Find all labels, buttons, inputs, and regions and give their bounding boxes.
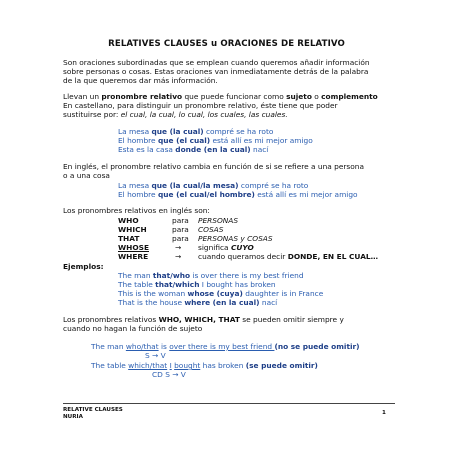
example-text: está allí es mi mejor amigo [210, 136, 313, 145]
p4-text: se pueden omitir siempre y [239, 315, 344, 324]
example-text: compré se ha roto [203, 127, 274, 136]
en-example2-2 [118, 280, 276, 289]
p4-text: Los pronombres relativos [63, 315, 159, 324]
p2-text: sustituirse por: [63, 110, 121, 119]
omit-example-1-sub: S → V [145, 351, 166, 360]
pronoun-meaning [198, 252, 378, 261]
omit-note: (no se puede omitir) [274, 342, 360, 351]
example-text: has broken [200, 361, 246, 370]
example-text: nací [259, 298, 278, 307]
pronouns-intro: Los pronombres relativos en inglés son: [63, 206, 210, 215]
en-example2-1 [118, 271, 304, 280]
example-text: The table [118, 280, 156, 289]
p2-line-2: En castellano, para distinguir un pronombre relativo, éste tiene que poder [63, 101, 338, 110]
p2-line-3 [63, 110, 288, 119]
meaning-text: significa [198, 243, 231, 252]
en-example2-3 [118, 289, 323, 298]
example-relative: that/who [152, 271, 191, 280]
p4-line-1 [63, 315, 344, 324]
pronoun-meaning: PERSONAS y COSAS [198, 234, 273, 243]
example-text: The table [91, 361, 129, 370]
ejemplos-label: Ejemplos: [63, 262, 104, 271]
meaning-emph: CUYO [230, 243, 254, 252]
example-verb: bought [174, 361, 201, 370]
es-example-2 [118, 136, 313, 145]
example-relative: que (la cual/la mesa) [151, 181, 239, 190]
en-example2-4 [118, 298, 277, 307]
omit-example-2-sub: CD S → V [152, 370, 186, 379]
p2-text: o [311, 92, 322, 101]
intro-line-3: de la que queremos dar más información. [63, 76, 218, 85]
pronoun-meaning [198, 243, 254, 252]
pronoun-meaning: PERSONAS [198, 216, 239, 225]
example-text: is [158, 342, 170, 351]
example-relative: que (el cual/el hombre) [157, 190, 255, 199]
example-relative: whose (cuya) [187, 289, 243, 298]
page-number: 1 [382, 410, 386, 416]
en-example-2 [118, 190, 358, 199]
example-text: daughter is in France [242, 289, 324, 298]
example-text: nací [250, 145, 269, 154]
example-text: over there is my best friend [169, 342, 275, 351]
footer-title: RELATIVE CLAUSES [63, 407, 123, 413]
pronoun-meaning: COSAS [198, 225, 224, 234]
pronoun-rel: para [172, 216, 189, 225]
p2-italic-list: el cual, la cual, lo cual, los cuales, las cuales. [120, 110, 288, 119]
example-relative: where (en la cual) [184, 298, 260, 307]
p2-bold-sujeto: sujeto [286, 92, 312, 101]
example-text: This is the woman [118, 289, 188, 298]
pronoun-rel: para [172, 234, 189, 243]
example-relative: donde (en la cual) [175, 145, 251, 154]
omit-note: (se puede omitir) [245, 361, 318, 370]
p3-line-1: En inglés, el pronombre relativo cambia en función de si se refiere a una persona [63, 162, 364, 171]
pronoun-word: THAT [118, 234, 140, 243]
example-relative: who/that [125, 342, 159, 351]
pronoun-word: WHERE [118, 252, 149, 261]
pronoun-word: WHO [118, 216, 139, 225]
example-text: compré se ha roto [238, 181, 309, 190]
p2-bold-pronombre: pronombre relativo [101, 92, 183, 101]
p2-bold-complemento: complemento [321, 92, 378, 101]
example-text: El hombre [118, 190, 158, 199]
example-text: La mesa [118, 127, 152, 136]
intro-line-2: sobre personas o cosas. Estas oraciones van inmediatamente detrás de la palabra [63, 67, 369, 76]
example-text: That is the house [118, 298, 185, 307]
arrow-icon: → [175, 243, 182, 252]
p3-line-2: o a una cosa [63, 171, 110, 180]
es-example-1 [118, 127, 273, 136]
example-text: I bought has broken [199, 280, 276, 289]
pronoun-word: WHICH [118, 225, 147, 234]
pronoun-rel: para [172, 225, 189, 234]
intro-line-1: Son oraciones subordinadas que se emplean cuando queremos añadir información [63, 58, 370, 67]
pronoun-word: WHOSE [118, 243, 149, 252]
footer-divider [63, 403, 395, 404]
footer-author: NURIA [63, 414, 83, 420]
en-example-1 [118, 181, 308, 190]
p2-text: que puede funcionar como [182, 92, 287, 101]
page-title: RELATIVES CLAUSES u ORACIONES DE RELATIVO [108, 39, 345, 49]
example-text: Esta es la casa [118, 145, 176, 154]
example-relative: that/which [155, 280, 200, 289]
example-text: El hombre [118, 136, 158, 145]
example-text: The man [118, 271, 153, 280]
example-text: The man [91, 342, 126, 351]
arrow-icon: → [175, 252, 182, 261]
example-relative: que (la cual) [151, 127, 204, 136]
p2-line-1 [63, 92, 378, 101]
example-subject: I [169, 361, 172, 370]
p2-text: Llevan un [63, 92, 102, 101]
example-relative: que (el cual) [157, 136, 211, 145]
meaning-text: cuando queramos decir [198, 252, 288, 261]
example-text: is over there is my best friend [190, 271, 304, 280]
example-text: La mesa [118, 181, 152, 190]
example-relative: which/that [128, 361, 168, 370]
p4-line-2: cuando no hagan la función de sujeto [63, 324, 203, 333]
meaning-emph: DONDE, EN EL CUAL… [287, 252, 379, 261]
p4-bold: WHO, WHICH, THAT [158, 315, 240, 324]
es-example-3 [118, 145, 268, 154]
example-text: está allí es mi mejor amigo [254, 190, 358, 199]
omit-example-1 [91, 342, 360, 351]
omit-example-2 [91, 361, 318, 370]
